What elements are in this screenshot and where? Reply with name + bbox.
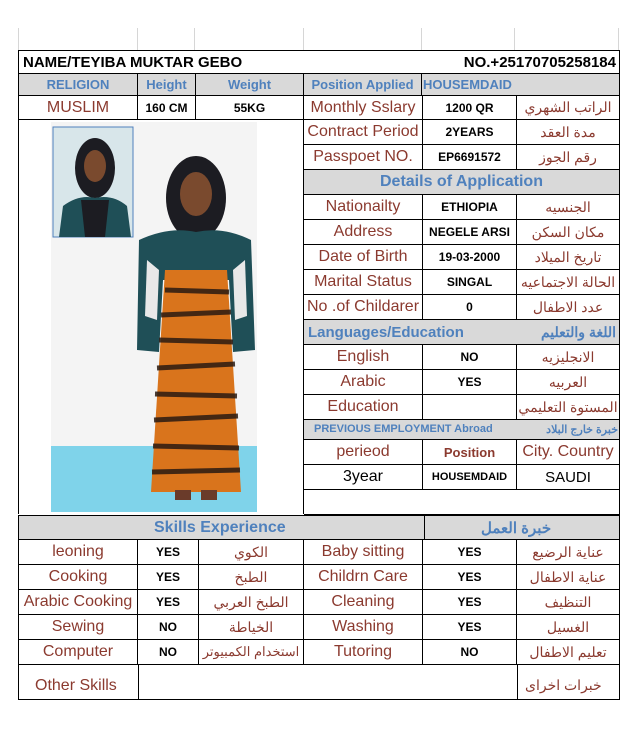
date-of-birth-value: 19-03-2000 xyxy=(423,245,517,270)
skill-sewing-label: Sewing xyxy=(19,615,138,640)
languages-header xyxy=(304,320,620,345)
position-applied-value: HOUSEMDAID xyxy=(422,74,620,96)
contract-period-arabic: مدة العقد xyxy=(517,120,620,145)
skill-cleaning-value: YES xyxy=(423,590,517,615)
employment-period: 3year xyxy=(304,465,423,490)
skill-computer-arabic: استخدام الكمبيوتر xyxy=(199,640,304,665)
employment-header xyxy=(304,420,620,440)
skills-header xyxy=(18,515,620,540)
employment-columns xyxy=(304,440,620,465)
employment-title: PREVIOUS EMPLOYMENT Abroad xyxy=(314,423,493,435)
contract-period-value: 2YEARS xyxy=(423,120,517,145)
children-label: No .of Childarer xyxy=(304,295,423,320)
religion-label: RELIGION xyxy=(18,74,138,96)
passport-value: EP6691572 xyxy=(423,145,517,170)
period-column: perieod xyxy=(304,440,423,465)
english-label: English xyxy=(304,345,423,370)
applicant-name: NAME/TEYIBA MUKTAR GEBO xyxy=(23,54,243,71)
monthly-salary-label: Monthly Sslary xyxy=(304,96,423,120)
skill-computer-label: Computer xyxy=(19,640,138,665)
languages-title-arabic: اللغة والتعليم xyxy=(540,324,616,340)
skill-tutoring-label: Tutoring xyxy=(304,640,423,665)
skill-arabic-cooking-arabic: الطبخ العربي xyxy=(199,590,304,615)
employment-country: SAUDI xyxy=(517,465,620,490)
applicant-photo xyxy=(19,120,305,514)
skill-washing-value: YES xyxy=(423,615,517,640)
skill-baby-sitting-label: Baby sitting xyxy=(304,540,423,565)
summary-value-row xyxy=(18,96,304,120)
date-of-birth-label: Date of Birth xyxy=(304,245,423,270)
marital-status-value: SINGAL xyxy=(423,270,517,295)
summary-label-row xyxy=(18,74,620,96)
employment-position: HOUSEMDAID xyxy=(423,465,517,490)
skill-arabic-cooking-value: YES xyxy=(138,590,199,615)
skill-tutoring-value: NO xyxy=(423,640,517,665)
skills-title-arabic: خبرة العمل xyxy=(481,520,552,537)
skills-section xyxy=(18,540,620,665)
address-label: Address xyxy=(304,220,423,245)
employment-row xyxy=(304,465,620,490)
country-column: City. Country xyxy=(517,440,620,465)
marital-status-label: Marital Status xyxy=(304,270,423,295)
skills-title: Skills Experience xyxy=(154,519,286,536)
skill-cleaning-arabic: التنظيف xyxy=(517,590,620,615)
skill-cooking-value: YES xyxy=(138,565,199,590)
skill-children-care-label: Childrn Care xyxy=(304,565,423,590)
skill-baby-sitting-value: YES xyxy=(423,540,517,565)
skill-cooking-label: Cooking xyxy=(19,565,138,590)
date-of-birth-arabic: تاريخ الميلاد xyxy=(517,245,620,270)
contract-period-label: Contract Period xyxy=(304,120,423,145)
education-value xyxy=(423,395,517,420)
skill-tutoring-arabic: تعليم الاطفال xyxy=(517,640,620,665)
other-skills-label: Other Skills xyxy=(35,677,117,694)
nationality-arabic: الجنسيه xyxy=(517,195,620,220)
weight-value: 55KG xyxy=(196,96,304,120)
children-arabic: عدد الاطفال xyxy=(517,295,620,320)
weight-label: Weight xyxy=(196,74,304,96)
height-value: 160 CM xyxy=(138,96,196,120)
other-skills-row xyxy=(18,665,620,700)
details-title: Details of Application xyxy=(304,170,620,195)
photo-area xyxy=(18,120,304,514)
skill-sewing-arabic: الخياطة xyxy=(199,615,304,640)
skill-computer-value: NO xyxy=(138,640,199,665)
nationality-value: ETHIOPIA xyxy=(423,195,517,220)
passport-arabic: رقم الجوز xyxy=(517,145,620,170)
employment-title-arabic: خبرة خارج البلاد xyxy=(546,424,618,436)
skill-children-care-value: YES xyxy=(423,565,517,590)
applicant-number: NO.+25170705258184 xyxy=(463,54,616,71)
languages-title: Languages/Education xyxy=(308,324,464,341)
english-arabic: الانجليزيه xyxy=(517,345,620,370)
skill-arabic-cooking-label: Arabic Cooking xyxy=(19,590,138,615)
position-applied-label: Position Applied xyxy=(304,74,422,96)
languages-section xyxy=(304,345,620,420)
address-value: NEGELE ARSI xyxy=(423,220,517,245)
skill-ironing-label: leoning xyxy=(19,540,138,565)
job-section xyxy=(304,96,620,170)
address-arabic: مكان السكن xyxy=(517,220,620,245)
religion-value: MUSLIM xyxy=(18,96,138,120)
education-arabic: المستوة التعليمي xyxy=(517,395,620,420)
monthly-salary-arabic: الراتب الشهري xyxy=(517,96,620,120)
children-value: 0 xyxy=(423,295,517,320)
employment-empty-row xyxy=(304,490,620,515)
english-value: NO xyxy=(423,345,517,370)
skill-cooking-arabic: الطبخ xyxy=(199,565,304,590)
nationality-label: Nationailty xyxy=(304,195,423,220)
height-label: Height xyxy=(138,74,196,96)
marital-status-arabic: الحالة الاجتماعيه xyxy=(517,270,620,295)
arabic-arabic: العربيه xyxy=(517,370,620,395)
skill-washing-arabic: الغسيل xyxy=(517,615,620,640)
monthly-salary-value: 1200 QR xyxy=(423,96,517,120)
details-section xyxy=(304,195,620,320)
arabic-value: YES xyxy=(423,370,517,395)
header-row xyxy=(18,50,620,74)
skill-children-care-arabic: عناية الاطفال xyxy=(517,565,620,590)
arabic-label: Arabic xyxy=(304,370,423,395)
skill-cleaning-label: Cleaning xyxy=(304,590,423,615)
skill-ironing-value: YES xyxy=(138,540,199,565)
position-column: Position xyxy=(423,440,517,465)
top-gridlines xyxy=(18,28,619,50)
skill-washing-label: Washing xyxy=(304,615,423,640)
passport-label: Passpoet NO. xyxy=(304,145,423,170)
skill-sewing-value: NO xyxy=(138,615,199,640)
skill-ironing-arabic: الكوي xyxy=(199,540,304,565)
other-skills-arabic: خبرات اخراى xyxy=(525,677,602,693)
education-label: Education xyxy=(304,395,423,420)
skill-baby-sitting-arabic: عناية الرضيع xyxy=(517,540,620,565)
